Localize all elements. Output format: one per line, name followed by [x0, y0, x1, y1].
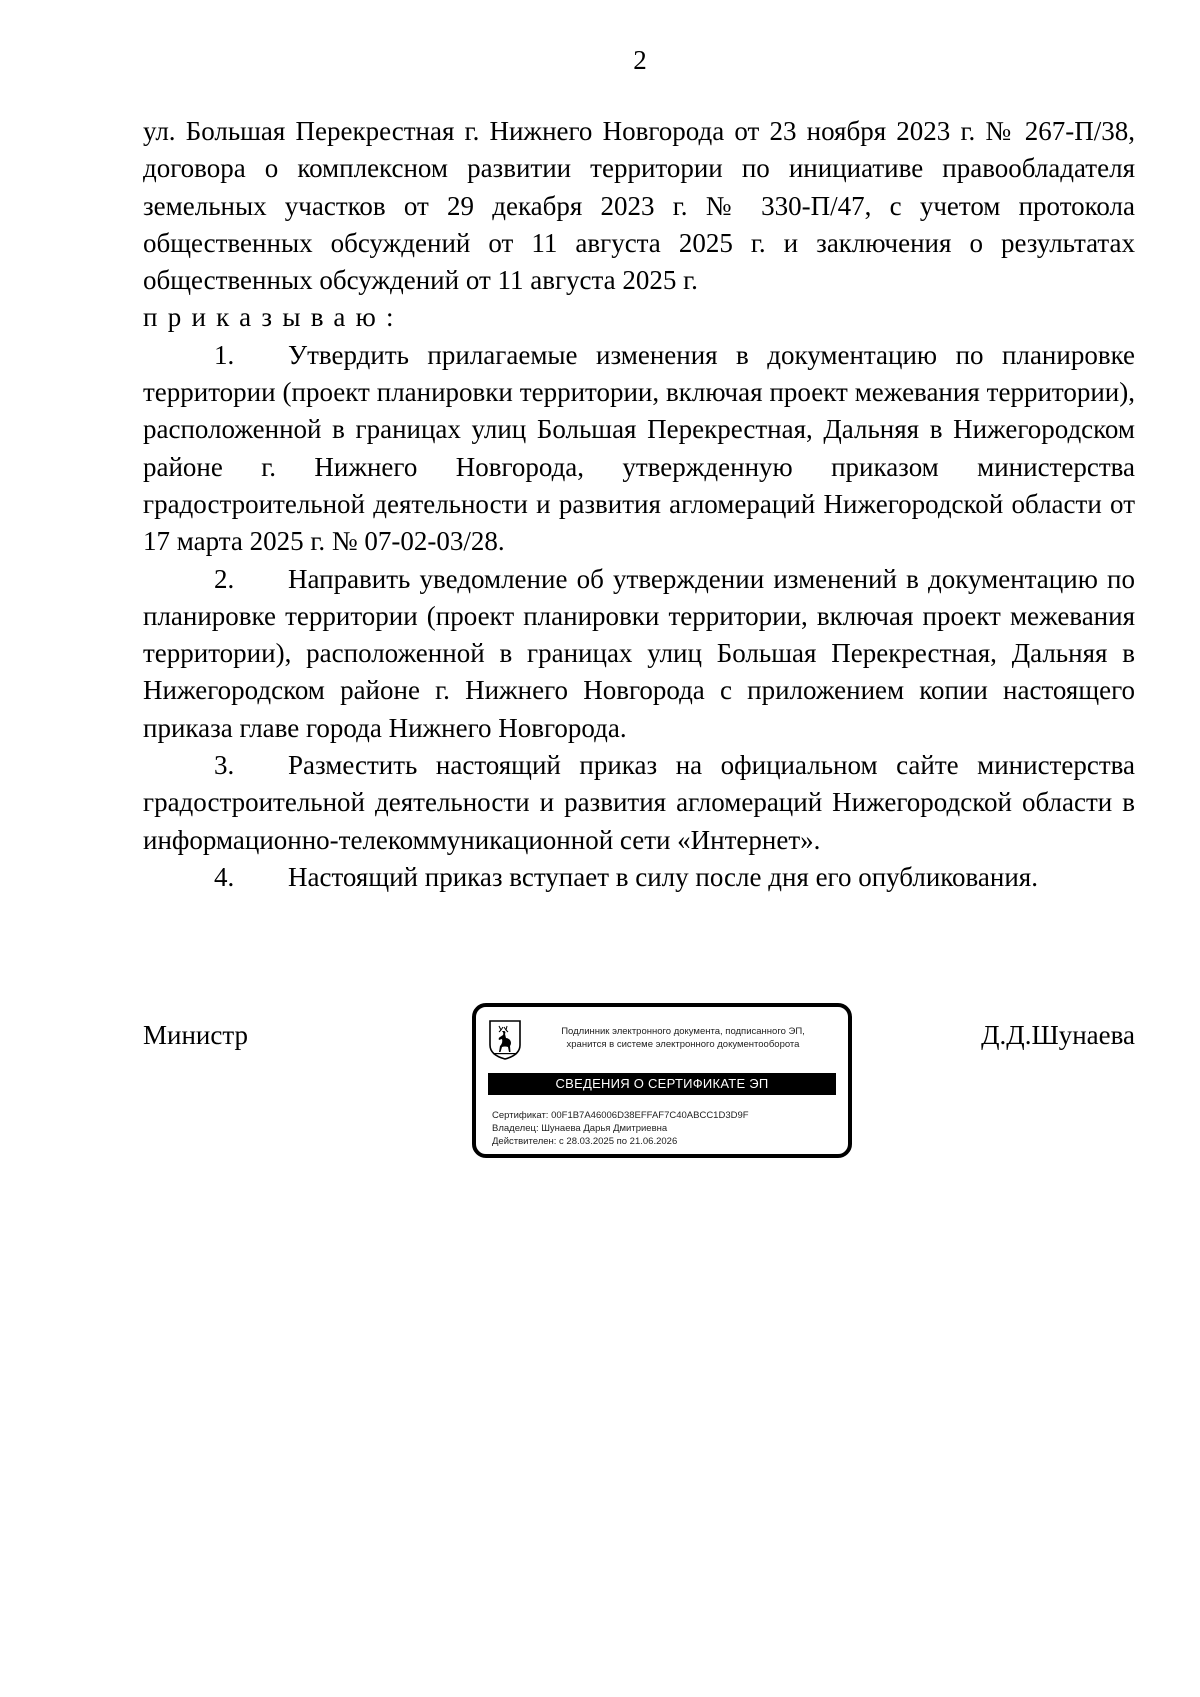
order-item-number: 2. [214, 563, 235, 594]
order-item-number: 3. [214, 750, 235, 781]
intro-line-3: земельных участков от 29 декабря 2023 г. № 330-П/47, с учетом протокола [143, 190, 1135, 221]
intro-line-1: ул. Большая Перекрестная г. Нижнего Новгорода от 23 ноября 2023 г. № 267-П/38, [143, 116, 1135, 146]
electronic-signature-stamp [472, 1003, 852, 1158]
order-item-number: 4. [214, 861, 235, 892]
intro-line-4: общественных обсуждений от 11 августа 2025 г. и заключения о результатах [143, 227, 1135, 258]
intro-line-5: общественных обсуждений от 11 августа 2025 г. [143, 265, 698, 296]
deer-emblem-icon [488, 1019, 522, 1061]
order-item-2 [143, 561, 1135, 747]
stamp-header-line: Подлинник электронного документа, подписанного ЭП, [561, 1026, 805, 1037]
document-body [143, 113, 1135, 896]
stamp-header [526, 1025, 840, 1051]
signatory-name: Д.Д.Шунаева [981, 1020, 1135, 1050]
order-item-number: 1. [214, 339, 235, 370]
order-item-3 [143, 747, 1135, 859]
order-item-text: Утвердить прилагаемые изменения в документацию по планировке территории (проект планировки территории, включая проект межевания территории), расположенной в границах улиц Большая Перекрестная, Дальняя в Нижегородском районе г. Нижнего Новгорода, утвержденную приказом министерства градостроительной деятельности и развития агломераций Нижегородской области от 17 марта 2025 г. № 07-02-03/28. [143, 339, 1135, 557]
stamp-certificate-bar: СВЕДЕНИЯ О СЕРТИФИКАТЕ ЭП [488, 1073, 836, 1095]
order-item-1 [143, 337, 1135, 561]
stamp-owner: Владелец: Шунаева Дарья Дмитриевна [492, 1123, 668, 1134]
signature-block [143, 1003, 1135, 1163]
stamp-details [492, 1109, 838, 1148]
order-item-text: Направить уведомление об утверждении изменений в документацию по планировке территории (проект планировки территории, включая проект межевания территории), расположенной в границах улиц Большая Перекрестная, Дальняя в Нижегородском районе г. Нижнего Новгорода с приложением копии настоящего приказа главе города Нижнего Новгорода. [143, 563, 1135, 743]
intro-line-2: договора о комплексном развитии территории по инициативе правообладателя [143, 153, 1135, 184]
order-item-text: Разместить настоящий приказ на официальном сайте министерства градостроительной деятельности и развития агломераций Нижегородской области в информационно-телекоммуникационной сети «Интернет». [143, 750, 1135, 855]
signatory-title: Министр [143, 1020, 248, 1050]
stamp-certificate: Сертификат: 00F1B7A46006D38EFFAF7C40ABCC1D3D9F [492, 1110, 749, 1121]
page-number: 2 [633, 45, 647, 75]
stamp-validity: Действителен: с 28.03.2025 по 21.06.2026 [492, 1136, 678, 1147]
order-word: приказываю: [143, 302, 404, 333]
stamp-header-line: хранится в системе электронного документооборота [566, 1039, 800, 1050]
order-item-text: Настоящий приказ вступает в силу после дня его опубликования. [288, 861, 1038, 892]
order-item-4 [143, 859, 1135, 896]
